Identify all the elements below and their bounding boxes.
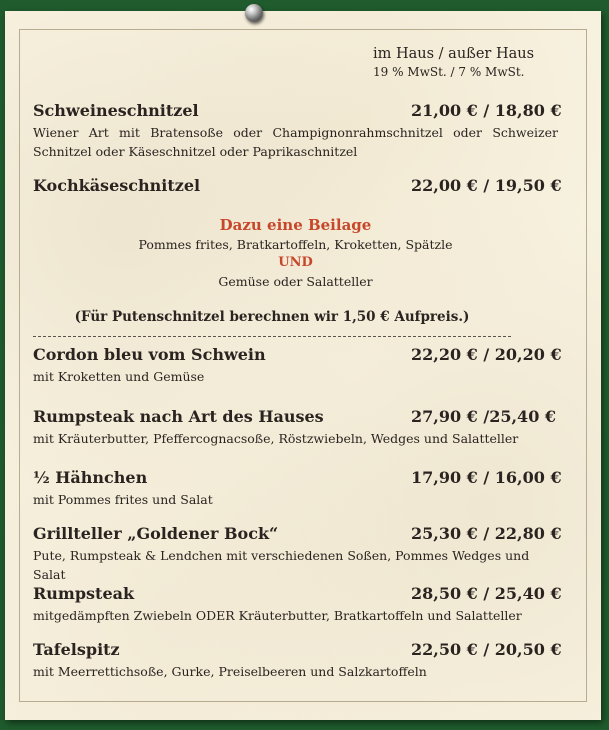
sides-options: Pommes frites, Bratkartoffeln, Kroketten, Spätzle <box>138 237 453 252</box>
price-header <box>373 45 534 81</box>
item-price: 21,00 € / 18,80 € <box>411 101 562 120</box>
item-name: Kochkäseschnitzel <box>33 176 201 195</box>
pushpin-icon <box>245 4 263 22</box>
item-name: Rumpsteak <box>33 584 135 603</box>
item-description: mit Meerrettichsoße, Gurke, Preiselbeeren und Salzkartoffeln <box>33 664 427 679</box>
item-price: 28,50 € / 25,40 € <box>411 584 562 603</box>
item-description: mitgedämpften Zwiebeln ODER Kräuterbutter, Bratkartoffeln und Salatteller <box>33 608 522 623</box>
item-description: Pute, Rumpsteak & Lendchen mit verschiedenen Soßen, Pommes Wedges und Salat <box>33 548 530 582</box>
item-description: mit Pommes frites und Salat <box>33 492 213 507</box>
item-description: mit Kroketten und Gemüse <box>33 369 205 384</box>
item-price: 22,00 € / 19,50 € <box>411 176 562 195</box>
item-name: Cordon bleu vom Schwein <box>33 345 266 364</box>
price-header-line2: 19 % MwSt. / 7 % MwSt. <box>373 65 525 79</box>
sides-options-2: Gemüse oder Salatteller <box>218 274 373 289</box>
dashed-divider <box>33 336 511 337</box>
price-header-line1: im Haus / außer Haus <box>373 46 535 62</box>
item-description: Wiener Art mit Bratensoße oder Champignonrahmschnitzel oder Schweizer Schnitzel oder Käseschnitzel oder Paprikaschnitzel <box>33 125 558 159</box>
item-name: Schweineschnitzel <box>33 101 199 120</box>
sides-heading: Dazu eine Beilage <box>219 216 372 234</box>
surcharge-note: (Für Putenschnitzel berechnen wir 1,50 € Aufpreis.) <box>74 309 470 325</box>
item-description: mit Kräuterbutter, Pfeffercognacsoße, Röstzwiebeln, Wedges und Salatteller <box>33 431 519 446</box>
item-price: 25,30 € / 22,80 € <box>411 524 562 543</box>
item-name: Tafelspitz <box>33 640 120 659</box>
item-price: 27,90 € /25,40 € <box>411 407 557 426</box>
item-name: ½ Hähnchen <box>33 468 148 487</box>
sides-and: UND <box>278 255 313 270</box>
item-price: 22,20 € / 20,20 € <box>411 345 562 364</box>
item-name: Rumpsteak nach Art des Hauses <box>33 407 324 426</box>
item-price: 17,90 € / 16,00 € <box>411 468 562 487</box>
item-name: Grillteller „Goldener Bock“ <box>33 524 279 543</box>
item-price: 22,50 € / 20,50 € <box>411 640 562 659</box>
